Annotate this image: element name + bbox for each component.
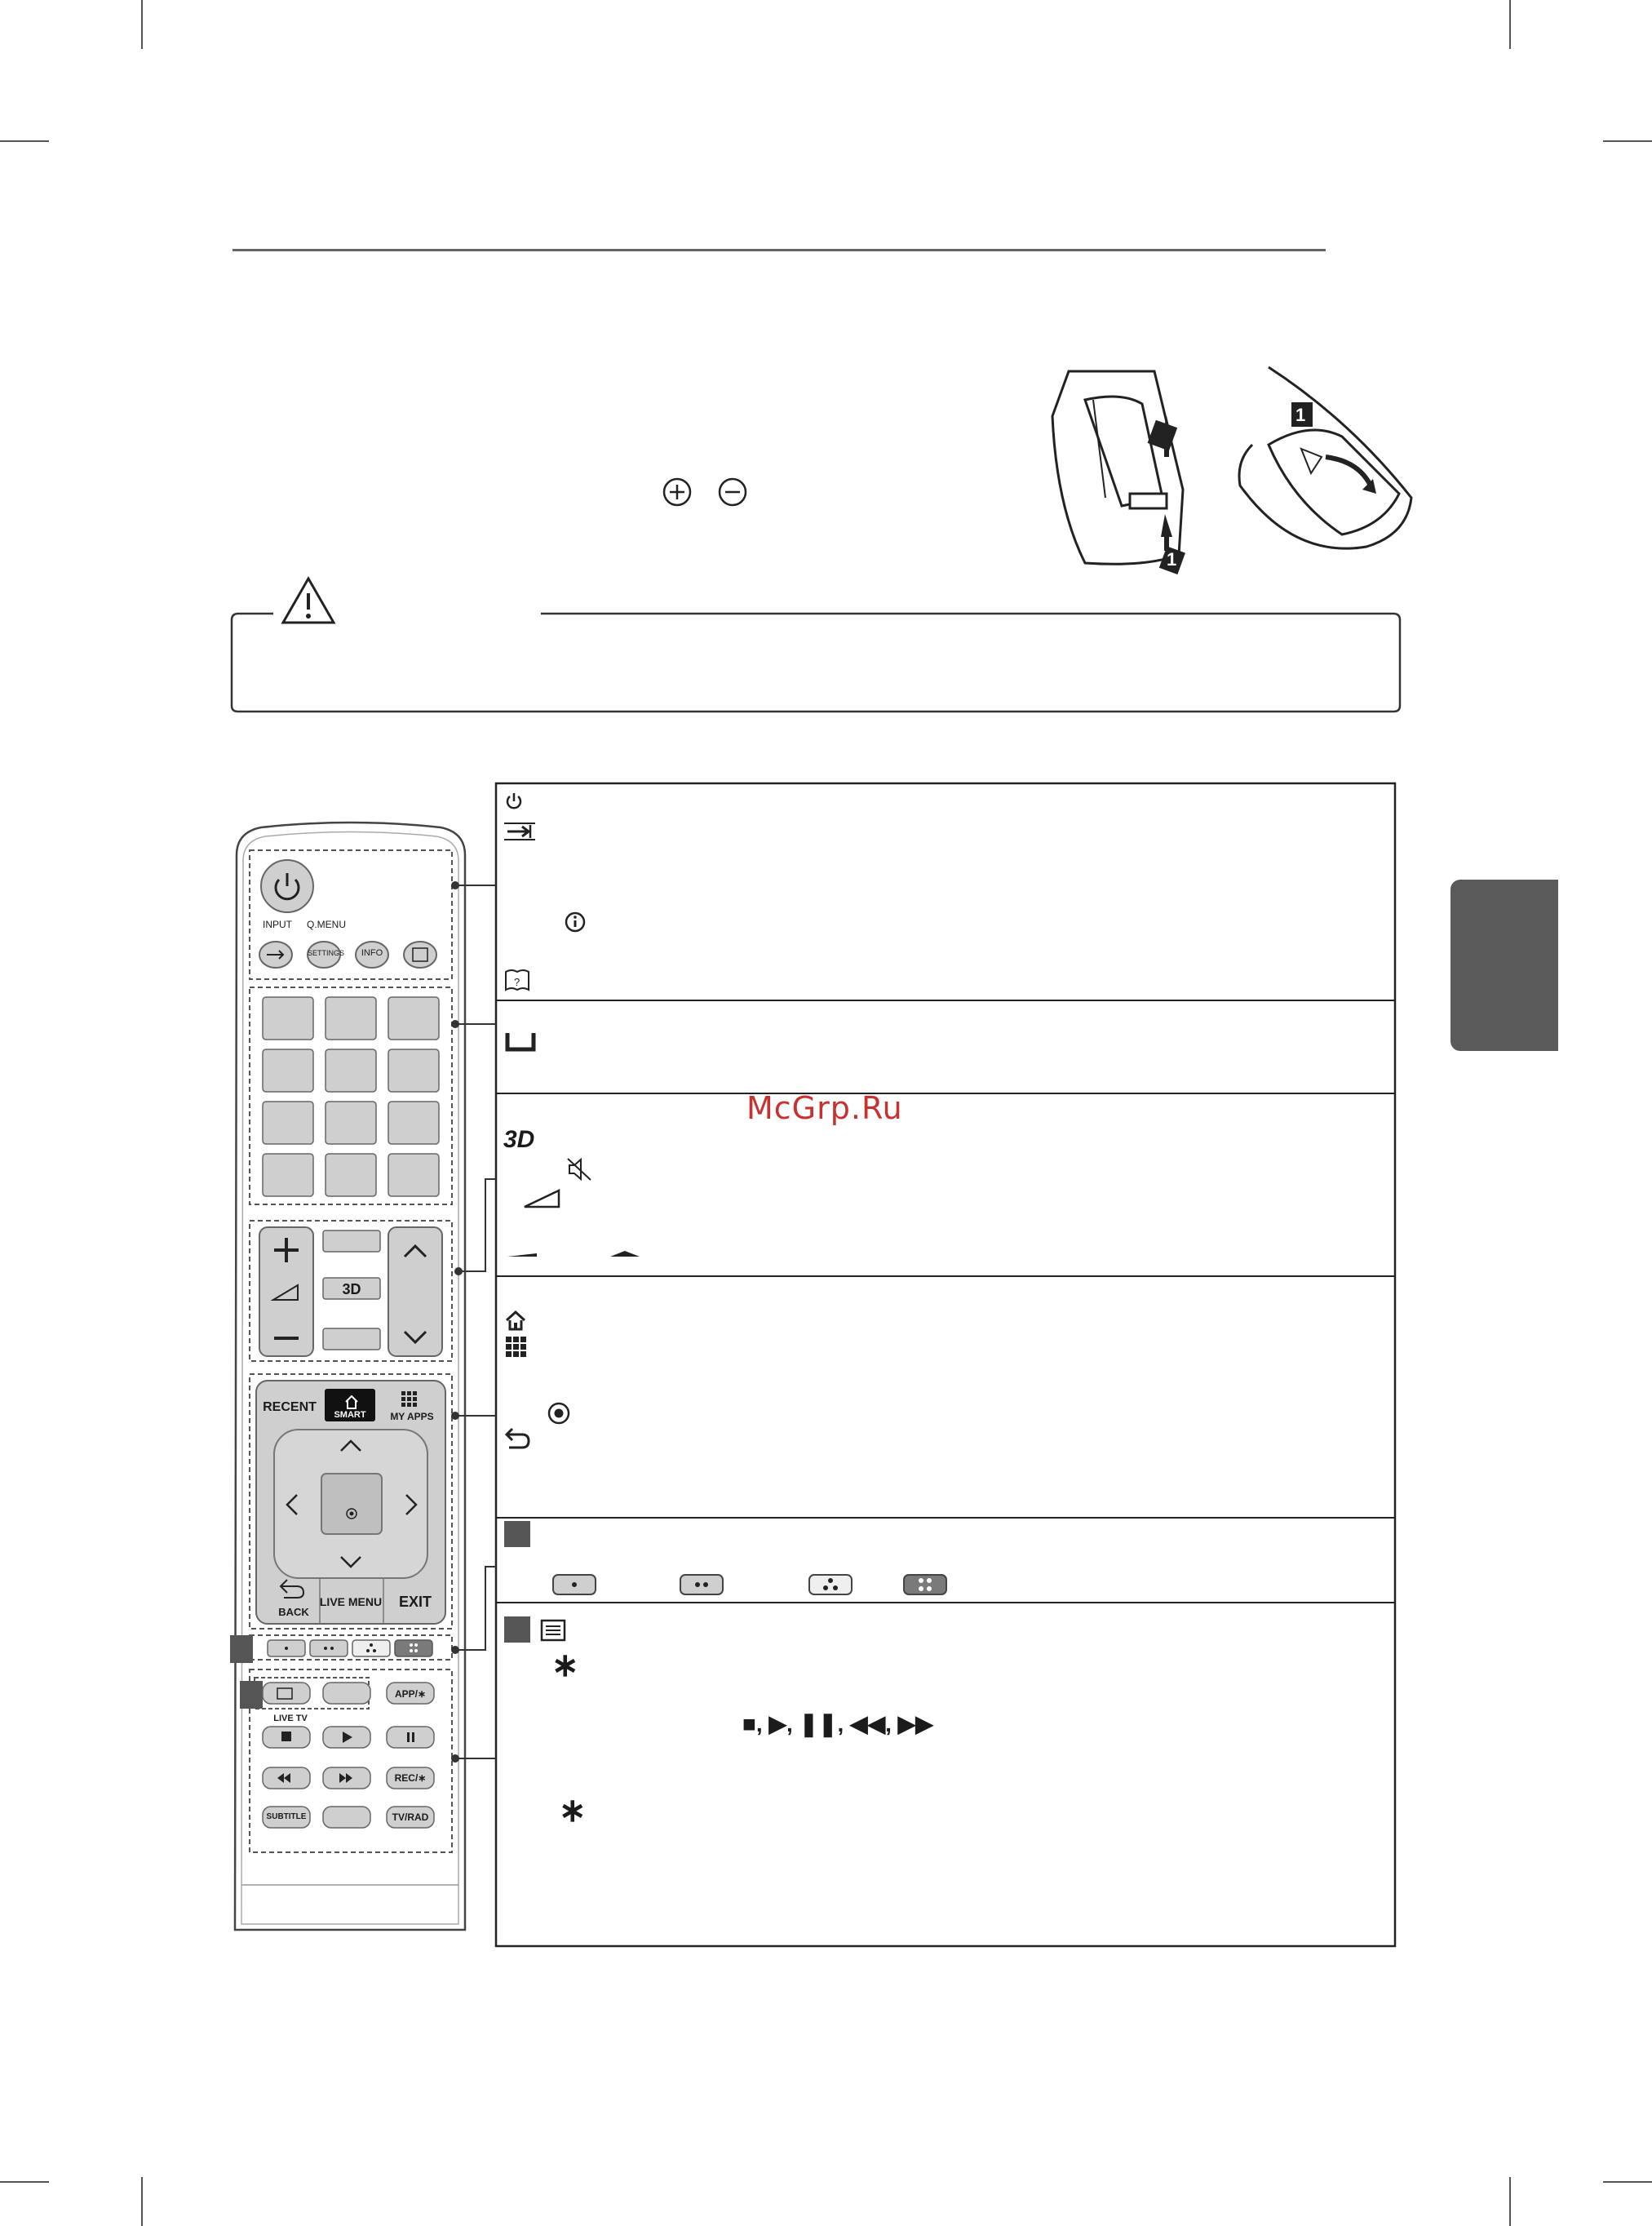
color-keys-row [499,1516,960,1598]
crop-mark [1603,140,1652,142]
remote-control [228,816,473,1934]
warning-triangle-icon [280,575,337,626]
mute-icon [566,1157,592,1182]
crop-mark [141,0,143,49]
section-side-tab [1450,880,1558,1051]
smart-button[interactable]: SMART [334,1410,366,1420]
home-icon [504,1310,527,1332]
rec-button[interactable]: REC/∗ [394,1772,427,1784]
playback-symbols: ■, ▶, ❚❚, ◀◀, ▶▶ [742,1711,933,1736]
my-apps-button[interactable]: MY APPS [390,1411,434,1422]
settings-button[interactable]: SETTINGS [308,949,345,957]
crop-mark [0,2181,49,2183]
power-icon [504,792,524,811]
live-tv-label: LIVE TV [273,1714,308,1723]
recent-button[interactable]: RECENT [263,1400,317,1414]
teletext-icon [499,1612,569,1649]
step-1-label: 1 [1167,549,1177,570]
qmenu-label: Q.MENU [307,919,346,930]
my-apps-icon [504,1335,527,1358]
step-1-label-right: 1 [1295,405,1306,425]
crop-mark [1603,2181,1652,2183]
header-rule [233,249,1326,251]
info-button[interactable]: INFO [361,948,383,958]
app-button[interactable]: APP/∗ [394,1688,427,1700]
user-guide-icon [504,969,530,991]
subtitle-button[interactable]: SUBTITLE [266,1812,307,1821]
plus-circle-icon [661,476,693,508]
page-icon [504,1248,643,1260]
info-icon [565,911,586,933]
battery-cover-illustration-right [1236,363,1424,575]
input-label: INPUT [263,919,292,930]
step-2-label: 2 [1181,398,1192,419]
live-menu-button[interactable]: LIVE MENU [319,1595,383,1608]
caution-box [228,575,1403,714]
volume-icon [522,1188,561,1209]
battery-cover-illustration-left [1048,367,1203,579]
crop-mark [1509,2177,1511,2226]
3d-button[interactable]: 3D [342,1281,361,1297]
connector-lines [441,873,506,1771]
minus-circle-icon [716,476,749,508]
description-table [489,782,1399,1950]
exit-button[interactable]: EXIT [398,1594,432,1610]
ok-icon [547,1401,571,1426]
crop-mark [141,2177,143,2226]
space-icon [504,1030,538,1054]
crop-mark [0,140,49,142]
back-button[interactable]: BACK [278,1606,309,1618]
asterisk-icon-2: ∗ [559,1793,587,1829]
input-icon [503,820,540,843]
asterisk-icon: ∗ [551,1647,579,1683]
watermark-text: McGrp.Ru [746,1090,903,1126]
3d-icon: 3D [503,1126,535,1153]
back-icon [504,1426,532,1451]
crop-mark [1509,0,1511,49]
svg-text:?: ? [514,976,520,988]
tv-rad-button[interactable]: TV/RAD [392,1811,429,1823]
